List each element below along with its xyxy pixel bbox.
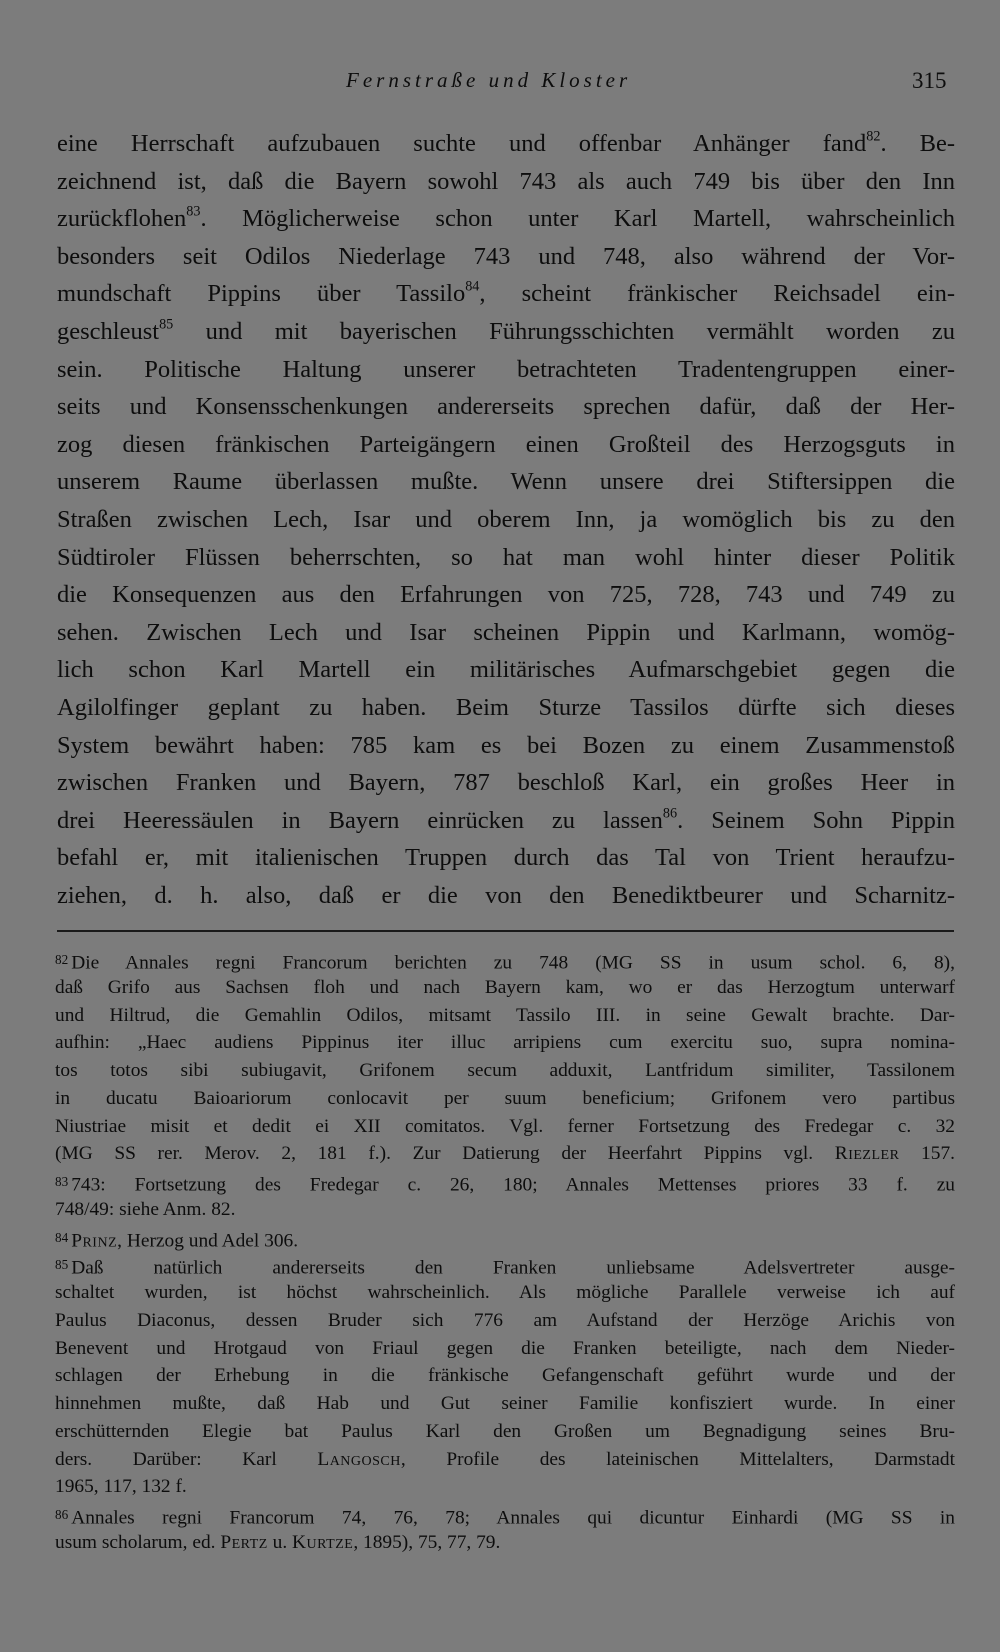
footnote-text: 157.: [899, 1143, 955, 1165]
footnote-line: [55, 1140, 955, 1168]
footnote-text: (MG SS rer. Merov. 2, 181 f.). Zur Datierung der Heerfahrt Pippins vgl.: [55, 1143, 835, 1165]
body-text-run: die Konsequenzen aus den Erfahrungen von 725, 728, 743 und 749 zu: [57, 581, 955, 609]
body-text-run: drei Heeressäulen in Bayern einrücken zu lassen: [57, 806, 663, 834]
body-line: [57, 163, 955, 201]
body-text-run: sein. Politische Haltung unserer betrachteten Tradentengruppen einer-: [57, 355, 955, 383]
body-line: [57, 839, 955, 877]
footnote-text: ders. Darüber: Karl: [55, 1448, 318, 1470]
footnote-line: [55, 1113, 955, 1141]
footnote-text: aufhin: „Haec audiens Pippinus iter illuc arripiens cum exercitu suo, supra nomina-: [55, 1032, 955, 1054]
body-line: [57, 238, 955, 276]
body-line: [57, 689, 955, 727]
footnote-text: Daß natürlich andererseits den Franken unliebsame Adelsvertreter ausge-: [71, 1257, 955, 1279]
body-text-run: sehen. Zwischen Lech und Isar scheinen Pippin und Karlmann, womög-: [57, 618, 955, 646]
footnote-number: 85: [55, 1257, 69, 1273]
footnote-line: [55, 1362, 955, 1390]
footnote-number: 84: [55, 1229, 69, 1245]
footnote-separator: [57, 930, 954, 932]
body-line: [57, 426, 955, 464]
footnote-text: 743: Fortsetzung des Fredegar c. 26, 180; Annales Mettenses priores 33 f. zu: [71, 1174, 955, 1196]
author-name: Kurtze: [292, 1531, 354, 1553]
body-text-run: . Seinem Sohn Pippin: [677, 806, 955, 834]
footnote-reference: 83: [186, 203, 201, 220]
body-line: [57, 539, 955, 577]
footnote-reference: 86: [662, 805, 678, 822]
footnote-text: schlagen der Erhebung in die fränkische Gefangenschaft geführt wurde und der: [55, 1365, 955, 1387]
author-name: Langosch: [317, 1448, 401, 1470]
footnote-text: u.: [267, 1531, 293, 1553]
body-text-run: zeichnend ist, daß die Bayern sowohl 743 als auch 749 bis über den Inn: [57, 167, 955, 195]
footnote-line: [55, 1335, 955, 1363]
footnote-line: [55, 1224, 955, 1252]
footnote-text: Annales regni Francorum 74, 76, 78; Annales qui dicuntur Einhardi (MG SS in: [71, 1507, 955, 1529]
body-line: [57, 614, 955, 652]
body-text-run: zog diesen fränkischen Parteigängern einen Großteil des Herzogsguts in: [57, 430, 955, 458]
footnote-line: [55, 1002, 955, 1030]
footnote-text: , 1895), 75, 77, 79.: [353, 1531, 501, 1553]
footnote-number: 83: [55, 1174, 69, 1189]
body-text-run: eine Herrschaft aufzubauen suchte und offenbar Anhänger fand: [57, 130, 867, 157]
author-name: Pertz: [220, 1531, 268, 1553]
body-line: [57, 501, 955, 539]
footnote-text: 1965, 117, 132 f.: [55, 1476, 187, 1498]
body-text-run: befahl er, mit italienischen Truppen durch das Tal von Trient heraufzu-: [57, 844, 955, 872]
footnote-line: [55, 1251, 955, 1279]
body-line: [57, 200, 955, 238]
footnote-text: daß Grifo aus Sachsen floh und nach Bayern kam, wo er das Herzogtum unterwarf: [55, 976, 955, 998]
footnote-line: [55, 1529, 955, 1557]
footnote-text: und Hiltrud, die Gemahlin Odilos, mitsamt Tassilo III. in seine Gewalt brachte. Dar-: [55, 1004, 955, 1026]
footnote-line: [55, 1057, 955, 1085]
footnote-line: [55, 1501, 955, 1529]
main-text: [57, 125, 955, 914]
body-text-run: Südtiroler Flüssen beherrschten, so hat man wohl hinter dieser Politik: [57, 543, 955, 571]
author-name: Prinz: [71, 1230, 118, 1252]
body-line: [57, 313, 955, 351]
footnote-reference: 85: [159, 316, 174, 333]
footnote-text: 748/49: siehe Anm. 82.: [55, 1198, 236, 1220]
footnote-line: [55, 1446, 955, 1474]
body-text-run: geschleust: [57, 317, 160, 345]
body-text-run: Straßen zwischen Lech, Isar und oberem Inn, ja womöglich bis zu den: [57, 505, 955, 533]
body-text-run: lich schon Karl Martell ein militärisches Aufmarschgebiet gegen die: [57, 656, 955, 684]
body-line: [57, 877, 955, 915]
footnote-text: , Herzog und Adel 306.: [117, 1230, 299, 1252]
body-text-run: zwischen Franken und Bayern, 787 beschloß Karl, ein großes Heer in: [57, 769, 955, 797]
footnote-text: Die Annales regni Francorum berichten zu 748 (MG SS in usum schol. 6, 8),: [71, 952, 955, 974]
footnote-number: 86: [55, 1507, 69, 1522]
author-name: Riezler: [834, 1143, 900, 1165]
body-line: [57, 275, 955, 313]
footnote-reference: 84: [465, 278, 480, 295]
footnote-line: [55, 1168, 955, 1196]
body-text-run: , scheint fränkischer Reichsadel ein-: [479, 280, 955, 308]
body-text-run: Agilolfinger geplant zu haben. Beim Sturze Tassilos dürfte sich dieses: [57, 693, 955, 721]
footnote-text: schaltet wurden, ist höchst wahrscheinlich. Als mögliche Parallele verweise ich auf: [55, 1282, 955, 1303]
footnote-number: 82: [55, 952, 69, 967]
body-line: [57, 125, 955, 163]
running-head-title: Fernstraße und Kloster: [346, 68, 632, 92]
body-line: [57, 351, 955, 389]
footnote-text: tos totos sibi subiugavit, Grifonem secum adduxit, Lantfridum similiter, Tassilonem: [55, 1060, 955, 1081]
body-text-run: . Möglicherweise schon unter Karl Martell, wahrscheinlich: [200, 205, 955, 233]
body-text-run: . Be-: [880, 130, 956, 157]
body-line: [57, 764, 955, 802]
footnote-text: usum scholarum, ed.: [55, 1531, 221, 1553]
body-line: [57, 463, 955, 501]
footnote-text: Paulus Diaconus, dessen Bruder sich 776 am Aufstand der Herzöge Arichis von: [55, 1309, 955, 1331]
footnote-text: in ducatu Baioariorum conlocavit per suum beneficium; Grifonem vero partibus: [55, 1087, 955, 1109]
footnote-text: , Profile des lateinischen Mittelalters, Darmstadt: [400, 1448, 955, 1470]
footnote-text: hinnehmen mußte, daß Hab und Gut seiner Familie konfisziert wurde. In einer: [55, 1393, 955, 1414]
body-text-run: besonders seit Odilos Niederlage 743 und 748, also während der Vor-: [57, 242, 955, 270]
footnote-line: [55, 1029, 955, 1057]
body-line: [57, 388, 955, 426]
footnote-line: [55, 1196, 955, 1224]
body-text-run: unserem Raume überlassen mußte. Wenn unsere drei Stiftersippen die: [57, 468, 955, 496]
body-text-run: ziehen, d. h. also, daß er die von den Benediktbeurer und Scharnitz-: [57, 881, 955, 909]
body-text-run: seits und Konsensschenkungen andererseits sprechen dafür, daß der Her-: [57, 393, 955, 421]
body-text-run: und mit bayerischen Führungsschichten vermählt worden zu: [173, 317, 955, 345]
footnote-line: [55, 1390, 955, 1418]
footnote-text: Niustriae misit et dedit ei XII comitatos. Vgl. ferner Fortsetzung des Fredegar c. 32: [55, 1115, 955, 1137]
body-text-run: mundschaft Pippins über Tassilo: [57, 280, 466, 308]
footnote-line: [55, 1279, 955, 1307]
body-line: [57, 576, 955, 614]
footnote-line: [55, 1085, 955, 1113]
footnote-line: [55, 1418, 955, 1446]
body-line: [57, 651, 955, 689]
footnotes: [55, 946, 955, 1557]
footnote-line: [55, 1307, 955, 1335]
body-text-run: zurückflohen: [57, 205, 187, 233]
body-line: [57, 727, 955, 765]
body-line: [57, 802, 955, 840]
footnote-text: Benevent und Hrotgaud von Friaul gegen die Franken beteiligte, nach dem Nieder-: [55, 1337, 955, 1359]
footnote-reference: 82: [866, 128, 881, 145]
footnote-line: [55, 946, 955, 974]
footnote-line: [55, 1473, 955, 1501]
footnote-text: erschütternden Elegie bat Paulus Karl den Großen um Begnadigung seines Bru-: [55, 1420, 955, 1442]
running-head: [0, 68, 1000, 98]
page-number: 315: [912, 68, 947, 93]
body-text-run: System bewährt haben: 785 kam es bei Bozen zu einem Zusammenstoß: [57, 731, 955, 759]
footnote-line: [55, 974, 955, 1002]
